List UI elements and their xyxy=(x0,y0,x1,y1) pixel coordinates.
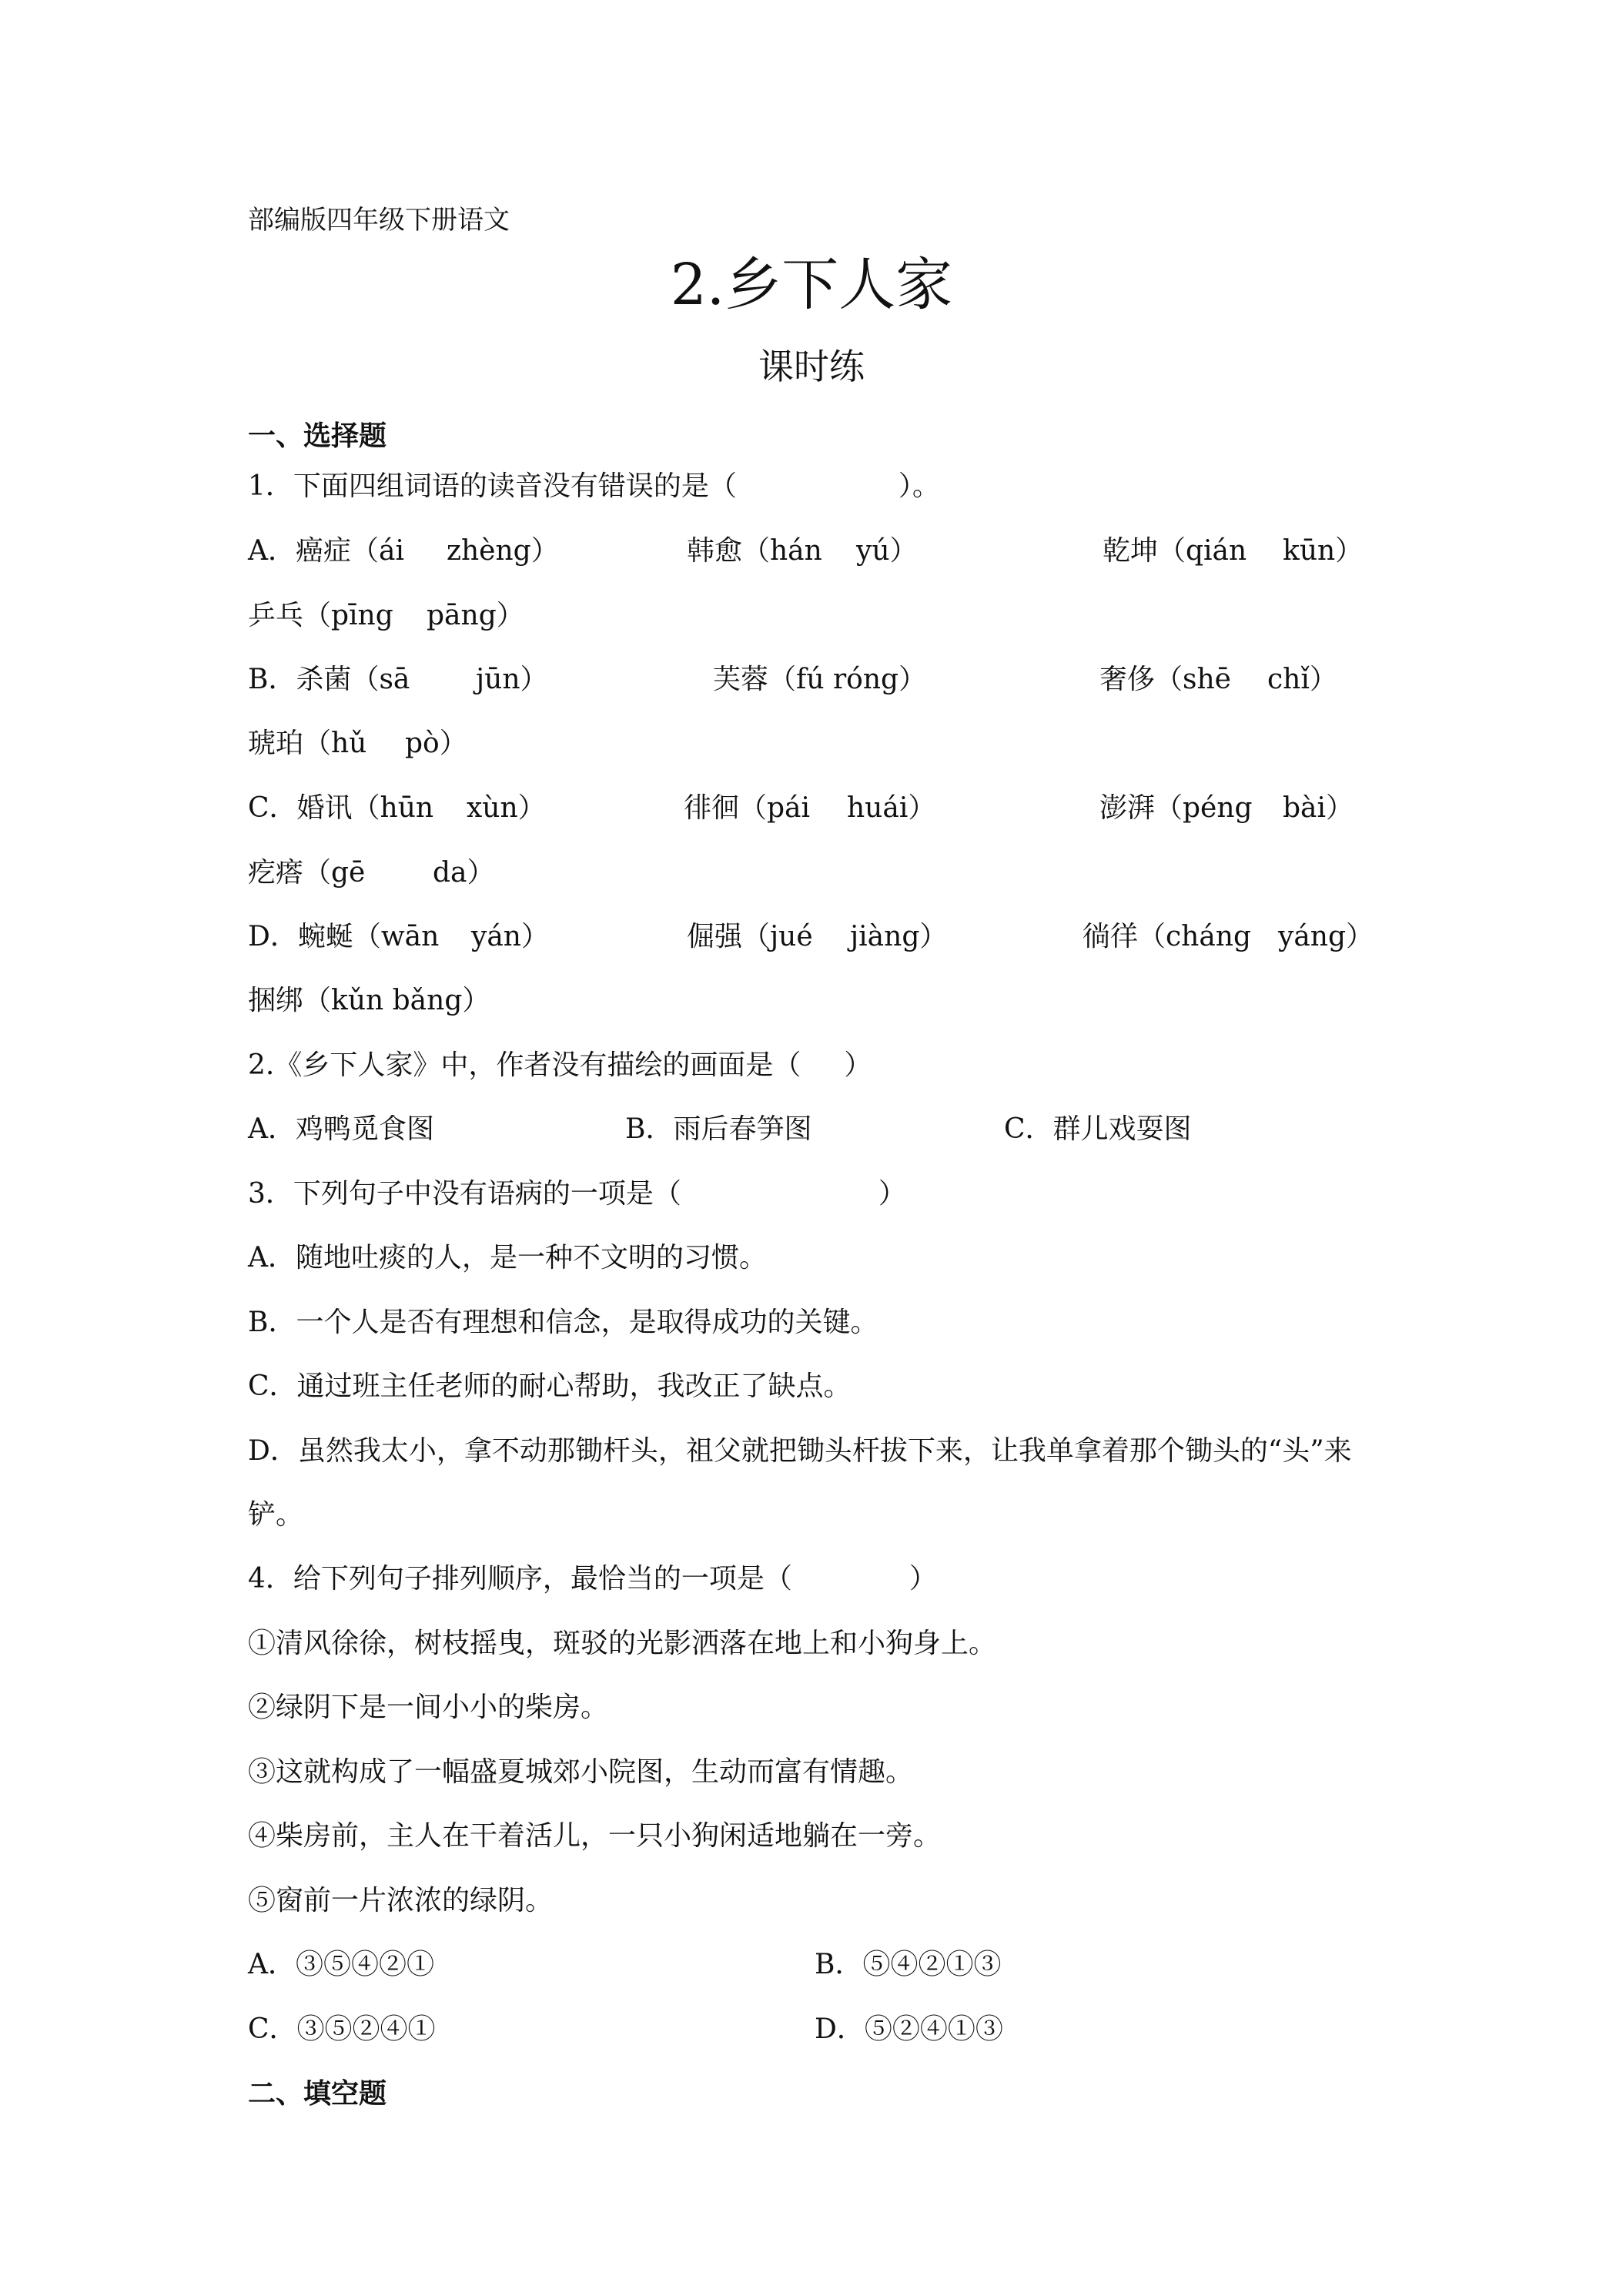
q2-option-c: C．群儿戏耍图 xyxy=(1004,1113,1192,1145)
q1-option-a-word4: 乒乓（pīng xyxy=(248,600,393,631)
q2-stem xyxy=(248,1047,872,1084)
q1-option-d-word1-pinyin: yán） xyxy=(471,921,549,952)
q3-option-c: C．通过班主任老师的耐心帮助，我改正了缺点。 xyxy=(248,1371,852,1402)
lesson-subtitle: 课时练 xyxy=(758,346,865,387)
q4-stem-text: 4．给下列句子排列顺序，最恰当的一项是（ xyxy=(248,1563,792,1595)
q4-option-c: C．③⑤②④① xyxy=(248,2013,436,2045)
q1-option-a-word2-pinyin: yú） xyxy=(856,535,918,567)
lesson-title: 2.乡下人家 xyxy=(670,252,953,318)
q3-stem xyxy=(248,1176,906,1213)
q1-option-d-word2-pinyin: jiàng） xyxy=(850,921,948,952)
q3-option-b: B．一个人是否有理想和信念，是取得成功的关键。 xyxy=(248,1307,878,1338)
q1-stem xyxy=(248,468,940,505)
q1-option-c-word3: 澎湃（péng xyxy=(1099,792,1253,824)
q4-option-b: B．⑤④②①③ xyxy=(815,1949,1002,1980)
q1-option-b-word1-pinyin: jūn） xyxy=(476,664,548,695)
q1-option-a-word1-pinyin: zhèng） xyxy=(447,535,559,567)
q4-sentence-2: ②绿阴下是一间小小的柴房。 xyxy=(248,1692,609,1723)
q4-option-a: A．③⑤④②① xyxy=(248,1949,434,1980)
q1-option-b-word3-pinyin: chǐ） xyxy=(1267,664,1337,695)
q4-option-d: D．⑤②④①③ xyxy=(815,2013,1003,2045)
q2-stem-end: ） xyxy=(844,1049,872,1081)
q1-option-d-word3-pinyin: yáng） xyxy=(1278,921,1374,952)
q3-stem-end: ） xyxy=(878,1178,906,1210)
section-heading-fill-blank: 二、填空题 xyxy=(248,2077,387,2110)
q1-stem-end: ）。 xyxy=(898,470,940,502)
q3-stem-text: 3．下列句子中没有语病的一项是（ xyxy=(248,1178,681,1210)
q1-option-a-word3-pinyin: kūn） xyxy=(1283,535,1364,567)
q1-option-d-word2: 倔强（jué xyxy=(687,921,813,952)
q3-option-d: D．虽然我太小，拿不动那锄杆头，祖父就把锄头杆拔下来，让我单拿着那个锄头的“头”来 xyxy=(248,1435,1352,1467)
q4-sentence-4: ④柴房前，主人在干着活儿，一只小狗闲适地躺在一旁。 xyxy=(248,1820,942,1852)
q2-option-b: B．雨后春笋图 xyxy=(625,1113,812,1145)
q4-sentence-1: ①清风徐徐，树枝摇曳，斑驳的光影洒落在地上和小狗身上。 xyxy=(248,1628,997,1659)
q4-stem xyxy=(248,1561,937,1598)
q1-option-a-word3: 乾坤（qián xyxy=(1103,535,1247,567)
q3-option-d-continued: 铲。 xyxy=(248,1499,304,1531)
subject-label: 部编版四年级下册语文 xyxy=(248,205,510,236)
q1-option-b-word3: 奢侈（shē xyxy=(1099,664,1231,695)
q2-stem-text: 2.《乡下人家》中，作者没有描绘的画面是（ xyxy=(248,1049,801,1081)
q4-stem-end: ） xyxy=(909,1563,937,1595)
q1-option-a-word4-pinyin: pāng） xyxy=(427,600,524,631)
q2-option-a: A．鸡鸭觅食图 xyxy=(248,1113,434,1145)
q1-option-d-word1: D．蜿蜒（wān xyxy=(248,921,440,952)
q1-option-a-word1: A．癌症（ái xyxy=(248,535,404,567)
q1-option-d-word3: 徜徉（cháng xyxy=(1083,921,1252,952)
q4-sentence-3: ③这就构成了一幅盛夏城郊小院图，生动而富有情趣。 xyxy=(248,1756,914,1788)
q3-option-a: A．随地吐痰的人，是一种不文明的习惯。 xyxy=(248,1242,767,1274)
q1-option-c-word1: C．婚讯（hūn xyxy=(248,792,434,824)
q1-option-b-word1: B．杀菌（sā xyxy=(248,664,410,695)
q1-option-d-word4: 捆绑（kǔn bǎng） xyxy=(248,985,490,1016)
q1-option-c-word1-pinyin: xùn） xyxy=(467,792,546,824)
q1-option-c-word4-pinyin: da） xyxy=(433,857,495,889)
q1-option-c-word2: 徘徊（pái xyxy=(684,792,811,824)
q1-option-c-word3-pinyin: bài） xyxy=(1283,792,1354,824)
q1-option-a-word2: 韩愈（hán xyxy=(687,535,822,567)
q1-option-b-word2: 芙蓉（fú róng） xyxy=(713,664,927,695)
q1-option-c-word2-pinyin: huái） xyxy=(847,792,936,824)
q1-option-c-word4: 疙瘩（gē xyxy=(248,857,366,889)
section-heading-choice: 一、选择题 xyxy=(248,420,387,452)
q1-option-b-word4: 琥珀（hǔ xyxy=(248,728,367,759)
q1-option-b-word4-pinyin: pò） xyxy=(405,728,467,759)
q1-stem-text: 1．下面四组词语的读音没有错误的是（ xyxy=(248,470,737,502)
q4-sentence-5: ⑤窗前一片浓浓的绿阴。 xyxy=(248,1885,554,1916)
